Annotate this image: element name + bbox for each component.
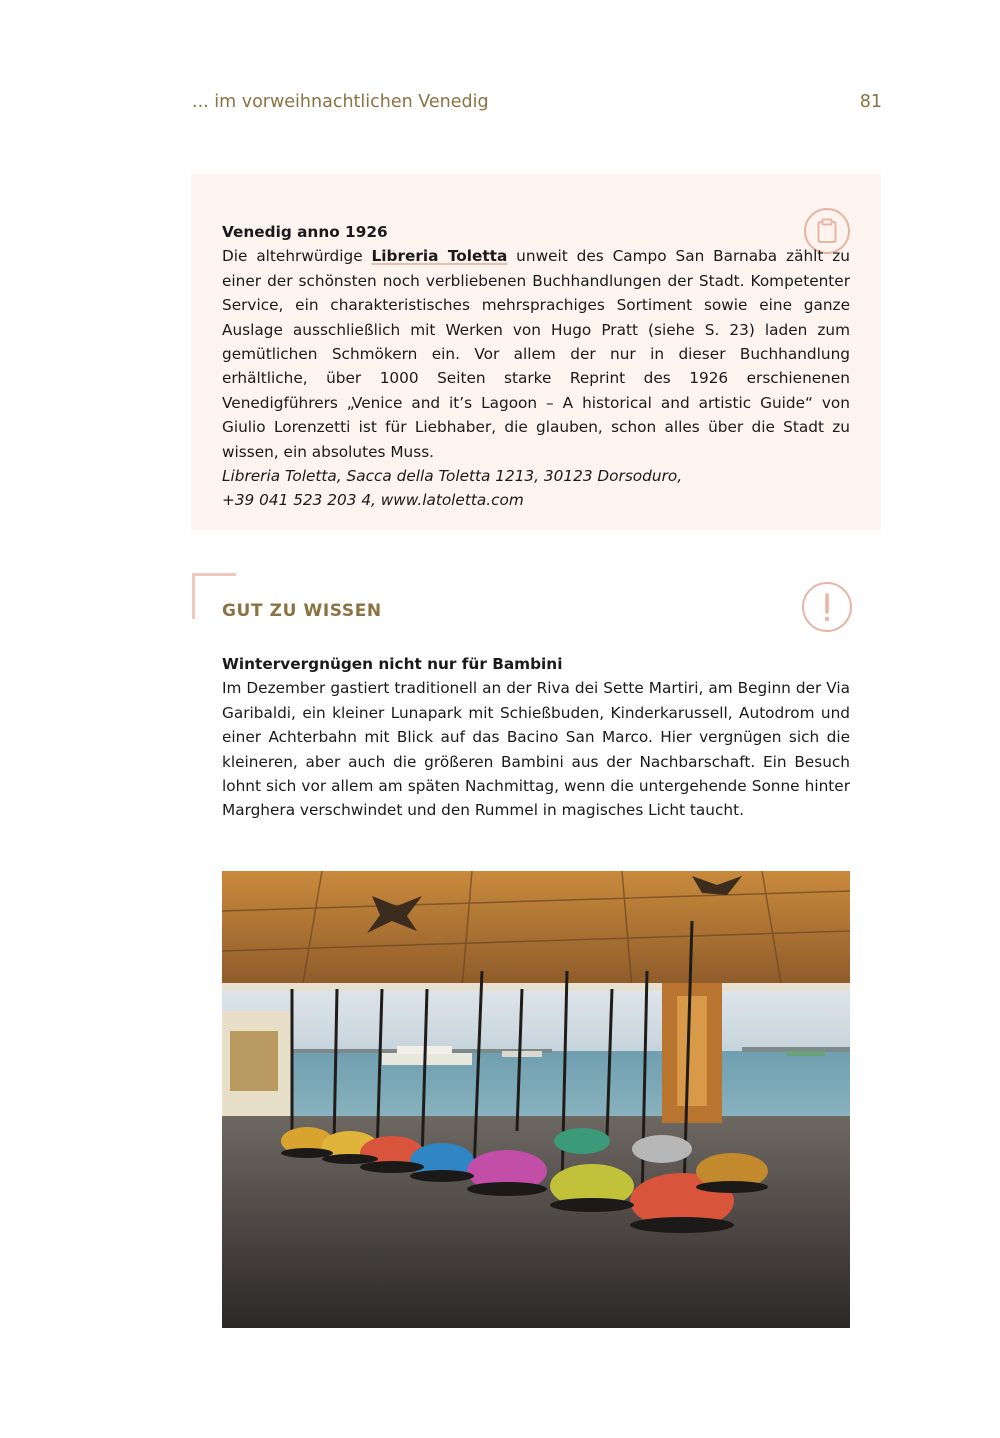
page-number: 81	[859, 92, 882, 112]
tip-box-body	[222, 244, 850, 464]
running-title: ... im vorweihnachtlichen Venedig	[192, 92, 489, 112]
address-line-1: Libreria Toletta, Sacca della Toletta 1213, 30123 Dorsoduro,	[222, 467, 683, 486]
info-body-text: Im Dezember gastiert traditionell an der Riva dei Sette Martiri, am Beginn der Via Garibaldi, ein kleiner Lunapark mit Schießbuden, Kinderkarussell, Autodrom und einer Achterbahn mit Blick auf das Bacino San Marco. Hier vergnügen sich die kleineren, aber auch die größeren Bambini aus der Nachbarschaft. Ein Besuch lohnt sich vor allem am späten Nachmittag, wenn die untergehende Sonne hinter Marghera verschwindet und den Rummel in magisches Licht taucht.	[222, 679, 850, 820]
bookshop-name: Libreria Toletta	[371, 247, 508, 266]
bumper-cars-photo	[222, 871, 850, 1328]
info-subtitle: Wintervergnügen nicht nur für Bambini	[222, 655, 563, 673]
tip-intro-text: Die altehrwürdige	[222, 247, 372, 266]
address-line-2: +39 041 523 203 4, www.latoletta.com	[222, 491, 524, 510]
tip-box-title: Venedig anno 1926	[222, 223, 388, 241]
tip-box-content	[222, 220, 850, 513]
section-heading: GUT ZU WISSEN	[222, 601, 382, 621]
exclamation-icon	[802, 582, 852, 632]
info-section-content	[222, 652, 850, 823]
tip-body-text: unweit des Campo San Barnaba zählt zu einer der schönsten noch verbliebenen Buchhandlungen der Stadt. Kompetenter Service, ein charakteristisches mehrsprachiges Sortiment sowie eine ganze Auslage ausschließlich mit Werken von Hugo Pratt (siehe S. 23) laden zum gemütlichen Schmökern ein. Vor allem der nur in dieser Buchhandlung erhältliche, über 1000 Seiten starke Reprint des 1926 erschienenen Venedigführers „Venice and it’s Lagoon – A historical and artistic Guide“ von Giulio Lorenzetti ist für Liebhaber, die glauben, schon alles über die Stadt zu wissen, ein absolutes Muss.	[222, 247, 850, 461]
